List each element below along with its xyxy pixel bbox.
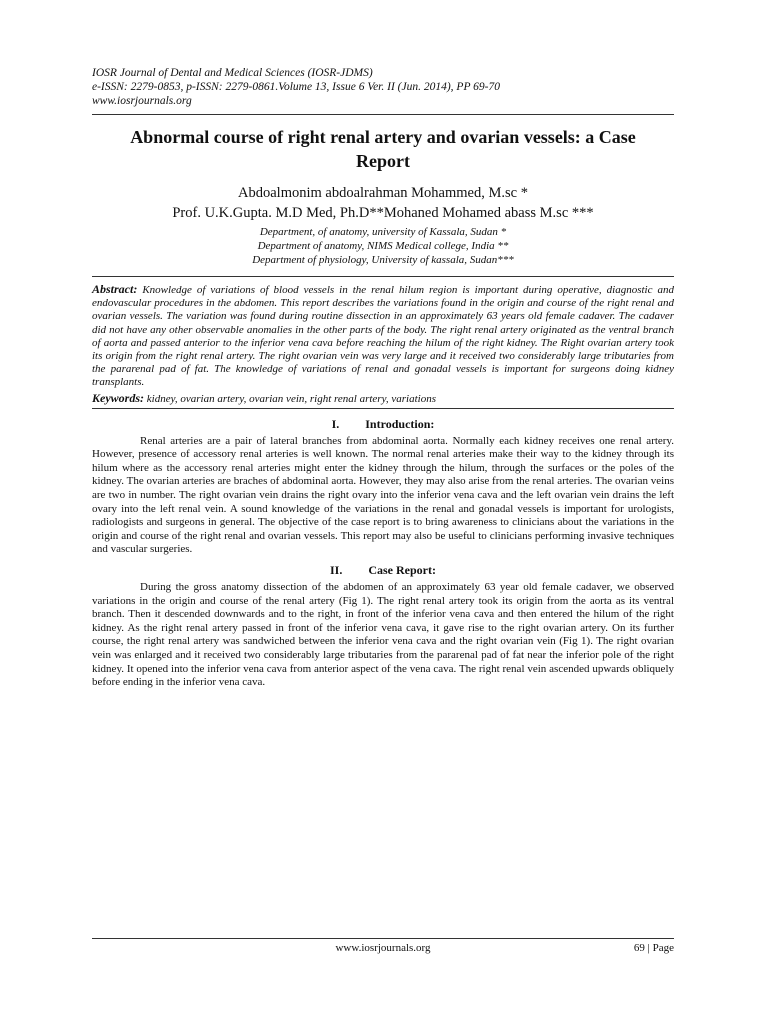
case-report-paragraph: During the gross anatomy dissection of the abdomen of an approximately 63 year old female cadaver, we observed variations in the origin and course of the renal artery (Fig 1). The right renal artery took its origin from the aorta as its ventral branch. Then it descended downwards and to the right, in front of the inferior vena cava and then entered the hilum of the right kidney. As the right renal artery passed in front of the inferior vena cava, it gave rise to the right ovarian artery. On its further course, the right renal artery was sandwiched between the inferior vena cava and the right ovarian vein (Fig 1). The right ovarian vein was enlarged and it received two considerably large tributaries from the pararenal pad of fat near the inferior pole of the right kidney. It opened into the inferior vena cava from anterior aspect of the vena cava. The right renal vein ascended upwards obliquely before ending in the inferior vena cava.: [92, 580, 674, 689]
section-title: Introduction:: [365, 416, 435, 431]
author-line-2: Prof. U.K.Gupta. M.D Med, Ph.D**Mohaned Mohamed abass M.sc ***: [172, 205, 594, 221]
keywords-rule: [92, 408, 674, 409]
header-rule: [92, 114, 674, 115]
affiliation-2: Department of anatomy, NIMS Medical college, India **: [257, 240, 509, 252]
section-heading-case-report: [92, 563, 674, 577]
section-heading-introduction: [92, 417, 674, 431]
keywords-label: Keywords:: [92, 390, 144, 405]
abstract-label: Abstract:: [92, 282, 138, 296]
affiliations: [92, 225, 674, 267]
journal-header: [92, 66, 674, 108]
abstract-text: Knowledge of variations of blood vessels in the renal hilum region is important during operative, diagnostic and endovascular procedures in the abdomen. This report describes the variations found in the origin and course of the right renal and ovarian vessels. The variation was found during routine dissection in an approximately 63 years old female cadaver. The cadaver did not have any other observable anomalies in the other parts of the body. The right renal artery originated as the ventral branch of aorta and passed anterior to the inferior vena cava before reaching the hilum of the right kidney. The Right ovarian artery took its origin from the right renal artery. The right ovarian vein was very large and it received two considerably large tributaries from the pararenal pad of fat. The knowledge of variations of renal and gonadal vessels is important for surgeons doing kidney transplants.: [92, 284, 674, 389]
journal-site: www.iosrjournals.org: [92, 95, 192, 107]
section-number: I.: [331, 416, 340, 431]
keywords: [92, 391, 674, 406]
author-line-1: Abdoalmonim abdoalrahman Mohammed, M.sc *: [238, 185, 528, 201]
affiliation-3: Department of physiology, University of kassala, Sudan***: [252, 254, 514, 266]
journal-name: IOSR Journal of Dental and Medical Sciences (IOSR-JDMS): [92, 67, 373, 79]
abstract-rule: [92, 276, 674, 277]
section-title: Case Report:: [368, 562, 436, 577]
journal-issn: e-ISSN: 2279-0853, p-ISSN: 2279-0861.Volume 13, Issue 6 Ver. II (Jun. 2014), PP 69-70: [92, 81, 500, 93]
affiliation-1: Department, of anatomy, university of Kassala, Sudan *: [259, 226, 507, 238]
introduction-paragraph: Renal arteries are a pair of lateral branches from abdominal aorta. Normally each kidney receives one renal artery. However, presence of accessory renal arteries is well known. The normal renal arteries make their way to the kidney through its hilum where as the accessory renal arteries might enter the kidney through the hilum, through the surfaces or the poles of the kidney. The ovarian arteries are braches of abdominal aorta. However, they may also arise from the renal arteries. The ovarian veins are two in number. The right ovarian vein drains the right ovary into the inferior vena cava and the left ovarian vein drains the left ovary into the left renal vein. A sound knowledge of the variations in the renal and gonadal vessels is important for urologists, radiologists and surgeons in general. The objective of the case report is to bring awareness to clinicians about the variations in the origin and course of the right renal and ovarian vessels. This report may also be useful to clinicians performing invasive techniques and vascular surgeries.: [92, 434, 674, 556]
abstract: [92, 283, 674, 390]
paper-title: Abnormal course of right renal artery and ovarian vessels: a Case Report: [130, 127, 636, 171]
paper-page: [92, 66, 674, 690]
keywords-text: kidney, ovarian artery, ovarian vein, right renal artery, variations: [146, 392, 436, 405]
footer-url[interactable]: www.iosrjournals.org: [335, 942, 431, 954]
page-footer: [92, 938, 674, 954]
page-number: 69 | Page: [633, 942, 674, 954]
authors: [92, 183, 674, 223]
section-number: II.: [330, 562, 343, 577]
